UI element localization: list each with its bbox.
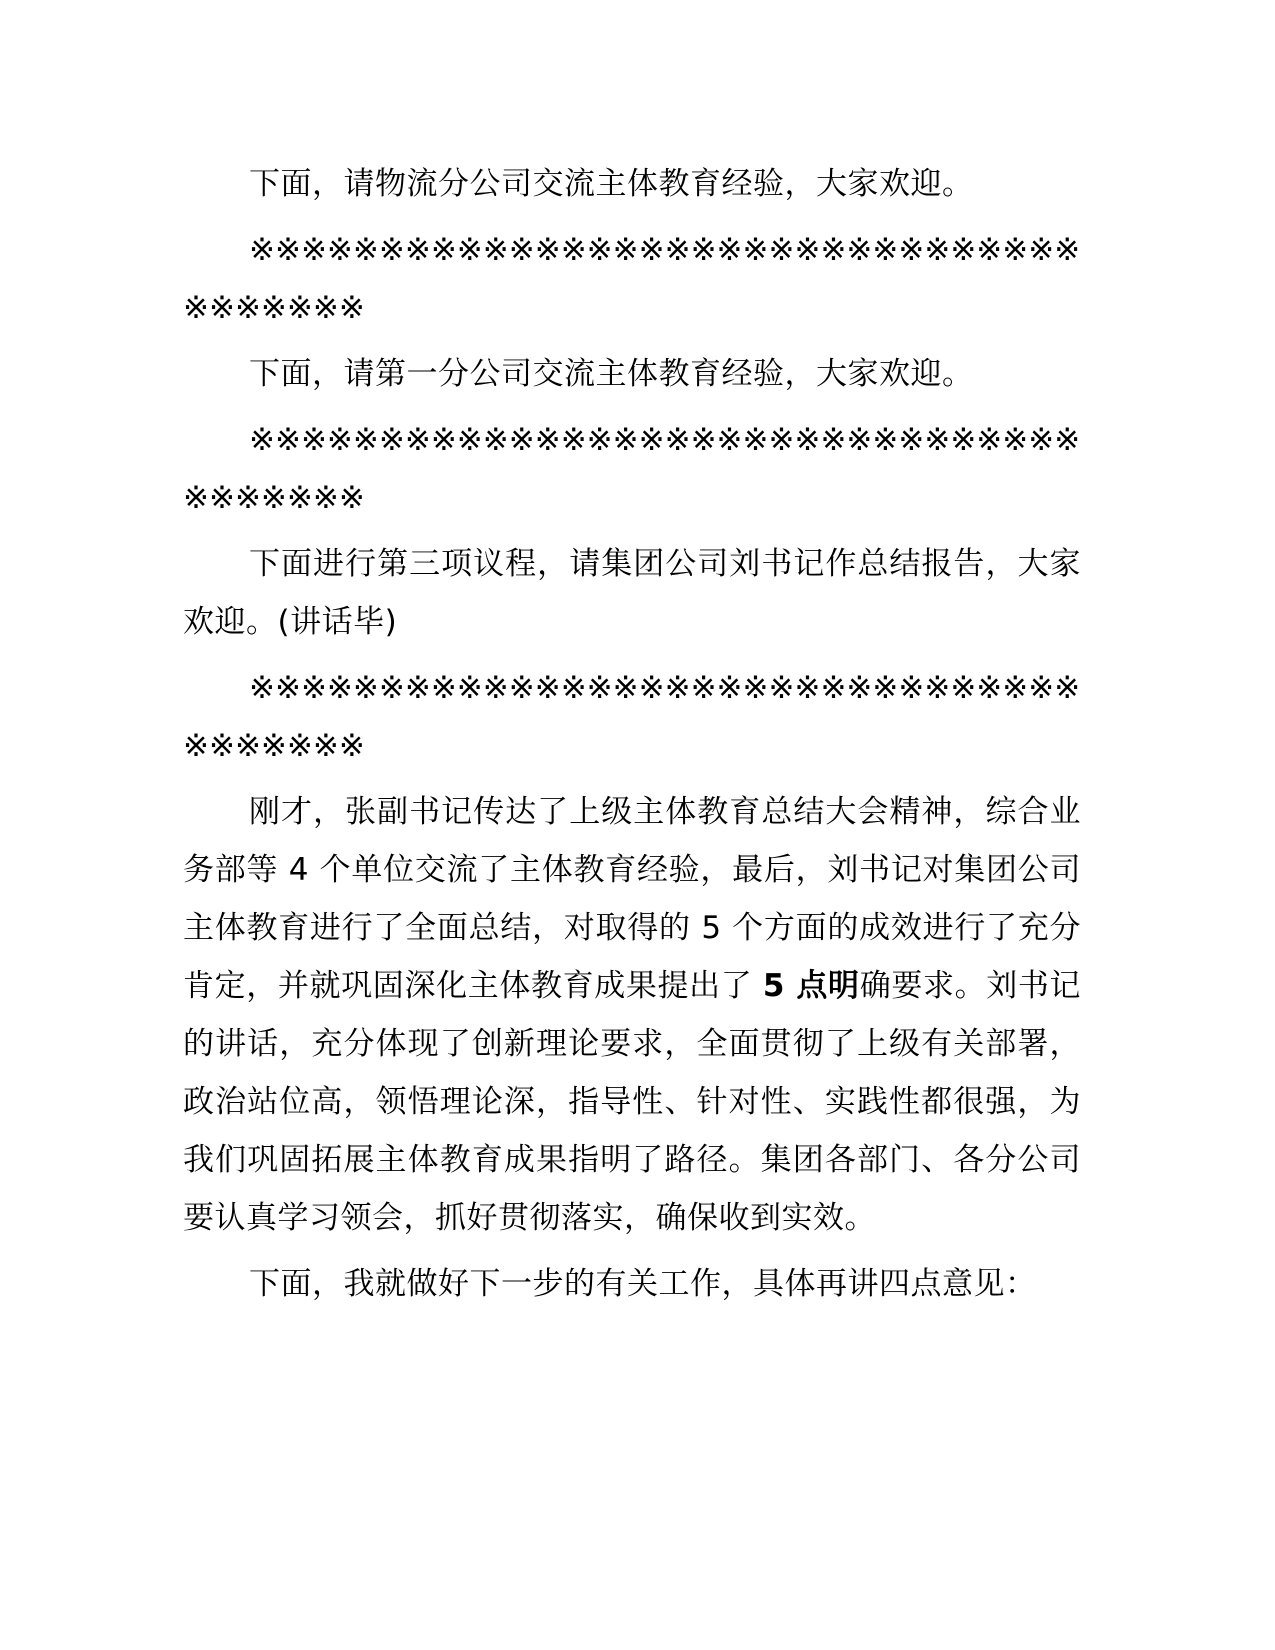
summary-text-bold: 5 点明 [762,968,860,1004]
separator-line: ※※※※※※※※※※※※※※※※※※※※※※※※※※※※※※※※※※※※※※※ [183,422,1081,516]
summary-text-start: 刚才，张副书记传达了上级主体教育总结大会精神，综合业务部等 4 个单位交流了主体教育经验，最后，刘书记对集团公司主体教育进行了全面总结，对取得的 5 个方面的成效进行了充分肯定，并就巩固深化主体教育成果提出了 [183,794,1081,1004]
paragraph-summary [183,783,1081,1247]
paragraph-third-agenda: 下面进行第三项议程，请集团公司刘书记作总结报告，大家欢迎。(讲话毕) [183,546,1081,640]
summary-text-end: 确要求。刘书记的讲话，充分体现了创新理论要求，全面贯彻了上级有关部署，政治站位高，领悟理论深，指导性、针对性、实践性都很强，为我们巩固拓展主体教育成果指明了路径。集团各部门、各分公司要认真学习领会，抓好贯彻落实，确保收到实效。 [183,968,1081,1236]
paragraph-first-branch-exchange: 下面，请第一分公司交流主体教育经验，大家欢迎。 [249,356,974,392]
document-body [183,155,1081,1321]
paragraph-logistics-exchange: 下面，请物流分公司交流主体教育经验，大家欢迎。 [249,166,974,202]
separator-line: ※※※※※※※※※※※※※※※※※※※※※※※※※※※※※※※※※※※※※※※ [183,232,1081,326]
paragraph-closing: 下面，我就做好下一步的有关工作，具体再讲四点意见： [249,1266,1037,1302]
separator-line: ※※※※※※※※※※※※※※※※※※※※※※※※※※※※※※※※※※※※※※※ [183,670,1081,764]
